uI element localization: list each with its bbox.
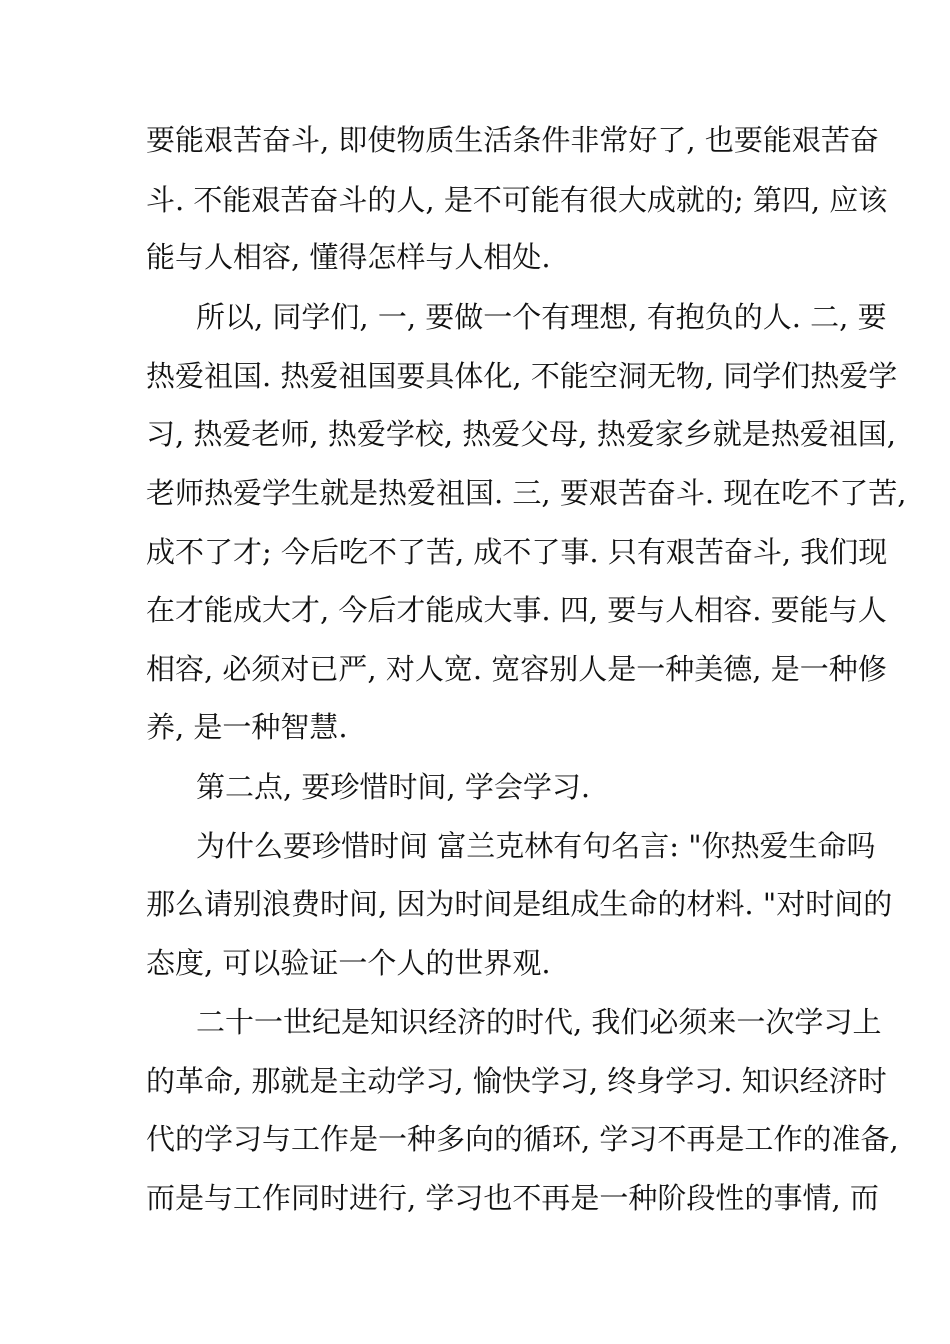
text-line: 的革命, 那就是主动学习, 愉快学习, 终身学习. 知识经济时 [146,1064,887,1098]
text-line: 养, 是一种智慧. [146,710,348,744]
text-line: 斗. 不能艰苦奋斗的人, 是不可能有很大成就的; 第四, 应该 [146,183,888,217]
text-line: 二十一世纪是知识经济的时代, 我们必须来一次学习上 [196,1005,882,1039]
text-line: 成不了才; 今后吃不了苦, 成不了事. 只有艰苦奋斗, 我们现 [146,535,888,569]
text-line: 态度, 可以验证一个人的世界观. [146,946,551,980]
text-line: 第二点, 要珍惜时间, 学会学习. [196,770,591,804]
text-line: 在才能成大才, 今后才能成大事. 四, 要与人相容. 要能与人 [146,593,887,627]
text-line: 所以, 同学们, 一, 要做一个有理想, 有抱负的人. 二, 要 [196,300,887,334]
text-line: 为什么要珍惜时间 富兰克林有句名言: "你热爱生命吗 [196,829,876,863]
text-line: 热爱祖国. 热爱祖国要具体化, 不能空洞无物, 同学们热爱学 [146,359,898,393]
text-line: 能与人相容, 懂得怎样与人相处. [146,240,551,274]
text-line: 那么请别浪费时间, 因为时间是组成生命的材料. "对时间的 [146,887,893,921]
text-line: 老师热爱学生就是热爱祖国. 三, 要艰苦奋斗. 现在吃不了苦, [146,476,907,510]
text-line: 而是与工作同时进行, 学习也不再是一种阶段性的事情, 而 [146,1181,879,1215]
text-line: 代的学习与工作是一种多向的循环, 学习不再是工作的准备, [146,1122,899,1156]
text-line: 相容, 必须对已严, 对人宽. 宽容别人是一种美德, 是一种修 [146,652,887,686]
text-line: 习, 热爱老师, 热爱学校, 热爱父母, 热爱家乡就是热爱祖国, [146,417,896,451]
text-line: 要能艰苦奋斗, 即使物质生活条件非常好了, 也要能艰苦奋 [146,123,879,157]
